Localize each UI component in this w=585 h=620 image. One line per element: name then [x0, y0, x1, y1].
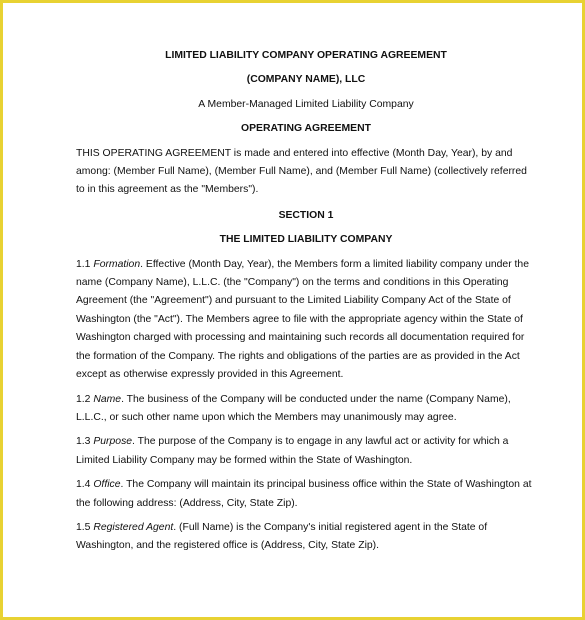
clause-text: . The Company will maintain its principal business office within the State of Washington at the following address: (Address, City, State Zip).: [76, 479, 532, 509]
clause-term: Registered Agent: [93, 521, 174, 533]
clause-number: 1.1: [76, 258, 91, 270]
document-title: LIMITED LIABILITY COMPANY OPERATING AGREEMENT: [165, 50, 447, 61]
section-title: THE LIMITED LIABILITY COMPANY: [219, 234, 393, 246]
clause-text: . The business of the Company will be conducted under the name (Company Name), L.L.C., or such other name upon which the Members may unanimously may agree.: [76, 393, 511, 423]
clause-term: Name: [93, 393, 122, 405]
clause-number: 1.2: [76, 393, 91, 405]
clause-number: 1.4: [76, 479, 91, 491]
clause-text: . The purpose of the Company is to engage in any lawful act or activity for which a Limited Liability Company may be formed within the State of Washington.: [76, 436, 509, 466]
document-page: [76, 47, 536, 556]
intro-paragraph: THIS OPERATING AGREEMENT is made and entered into effective (Month Day, Year), by and among: (Member Full Name), (Member Full Name), and (Member Full Name) (collectively referred to in this agreement as the "Members").: [76, 147, 527, 196]
clause-1-3: [76, 433, 536, 470]
clause-1-1: [76, 256, 536, 385]
agreement-heading: OPERATING AGREEMENT: [241, 123, 371, 135]
company-name-line: (COMPANY NAME), LLC: [246, 74, 366, 86]
clause-1-2: [76, 391, 536, 428]
section-number: SECTION 1: [278, 209, 334, 221]
clause-1-4: [76, 476, 536, 513]
document-subtitle: A Member-Managed Limited Liability Company: [198, 98, 414, 110]
clause-term: Office: [93, 479, 121, 491]
clause-text: . (Full Name) is the Company's initial registered agent in the State of Washington, and the registered office is (Address, City, State Zip).: [76, 521, 488, 552]
clause-number: 1.3: [76, 436, 91, 448]
clause-term: Purpose: [93, 436, 133, 448]
clause-term: Formation: [93, 258, 141, 270]
clause-1-5: [76, 519, 536, 556]
clause-text: . Effective (Month Day, Year), the Members form a limited liability company under the name (Company Name), L.L.C. (the "Company") on the terms and conditions in this Operating Agreement (the "Agreement") and pursuant to the Limited Liability Company Act of the State of Washington (the "Act"). The Members agree to file with the appropriate agency within the State of Washington charged with processing and maintaining such records all documentation required for the formation of the Company. The rights and obligations of the parties are as provided in the Act except as otherwise expressly provided in this Agreement.: [76, 258, 529, 381]
clause-number: 1.5: [76, 521, 91, 533]
